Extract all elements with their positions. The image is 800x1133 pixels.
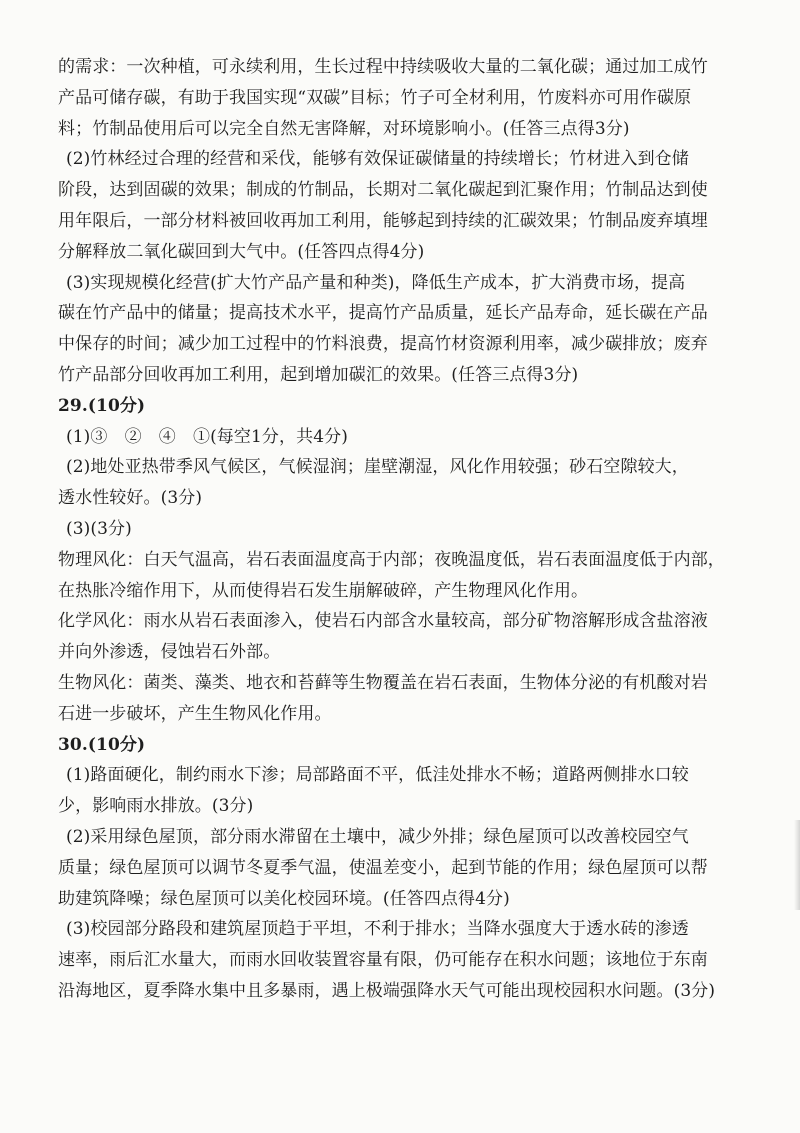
text-line: 助建筑降噪；绿色屋顶可以美化校园环境。(任答四点得4分) — [58, 888, 510, 909]
text-line: 的需求：一次种植，可永续利用，生长过程中持续吸收大量的二氧化碳；通过加工成竹 — [58, 57, 708, 77]
text-line: 生物风化：菌类、藻类、地衣和苔藓等生物覆盖在岩石表面，生物体分泌的有机酸对岩 — [58, 672, 708, 693]
text-line: 在热胀冷缩作用下，从而使得岩石发生崩解破碎，产生物理风化作用。 — [58, 580, 589, 601]
text-line: 速率，雨后汇水量大，而雨水回收装置容量有限，仍可能存在积水问题；该地位于东南 — [58, 950, 708, 971]
text-line: 用年限后，一部分材料被回收再加工利用，能够起到持续的汇碳效果；竹制品废弃填埋 — [58, 210, 708, 231]
text-line: 竹产品部分回收再加工利用，起到增加碳汇的效果。(任答三点得3分) — [58, 364, 579, 385]
text-line: (3)实现规模化经营(扩大竹产品产量和种类)，降低生产成本，扩大消费市场，提高 — [66, 272, 686, 293]
question-heading: 29.(10分) — [58, 395, 146, 416]
text-line: 阶段，达到固碳的效果；制成的竹制品，长期对二氧化碳起到汇聚作用；竹制品达到使 — [58, 180, 708, 201]
text-line: 产品可储存碳，有助于我国实现“双碳”目标；竹子可全材利用，竹废料亦可用作碳原 — [58, 87, 692, 108]
text-line: 料；竹制品使用后可以完全自然无害降解，对环境影响小。(任答三点得3分) — [58, 118, 630, 139]
text-line: 并向外渗透，侵蚀岩石外部。 — [58, 642, 281, 663]
page-edge-shadow — [794, 820, 800, 910]
text-line: (3)校园部分路段和建筑屋顶趋于平坦，不利于排水；当降水强度大于透水砖的渗透 — [66, 919, 689, 940]
text-line: (2)采用绿色屋顶，部分雨水滞留在土壤中，减少外排；绿色屋顶可以改善校园空气 — [66, 826, 689, 847]
text-line: 中保存的时间；减少加工过程中的竹料浪费，提高竹材资源利用率，减少碳排放；废弃 — [58, 334, 708, 355]
text-line: 透水性较好。(3分) — [58, 488, 203, 509]
text-line: 碳在竹产品中的储量；提高技术水平，提高竹产品质量，延长产品寿命，延长碳在产品 — [58, 303, 708, 324]
text-line: 质量；绿色屋顶可以调节冬夏季气温，使温差变小，起到节能的作用；绿色屋顶可以帮 — [58, 857, 708, 878]
text-line: 化学风化：雨水从岩石表面渗入，使岩石内部含水量较高，部分矿物溶解形成含盐溶液 — [58, 611, 708, 632]
text-line: 少，影响雨水排放。(3分) — [58, 796, 254, 817]
text-line: (2)地处亚热带季风气候区，气候湿润；崖壁潮湿，风化作用较强；砂石空隙较大， — [66, 457, 689, 478]
text-line: 物理风化：白天气温高，岩石表面温度高于内部；夜晚温度低，岩石表面温度低于内部， — [58, 549, 725, 570]
text-line: 沿海地区，夏季降水集中且多暴雨，遇上极端强降水天气可能出现校园积水问题。(3分) — [58, 980, 716, 1001]
text-line: 分解释放二氧化碳回到大气中。(任答四点得4分) — [58, 241, 425, 262]
text-line: (2)竹林经过合理的经营和采伐，能够有效保证碳储量的持续增长；竹材进入到仓储 — [66, 149, 689, 170]
text-line: (1)路面硬化，制约雨水下渗；局部路面不平，低洼处排水不畅；道路两侧排水口较 — [66, 765, 689, 786]
text-line: (1)③ ② ④ ①(每空1分，共4分) — [66, 426, 348, 447]
text-line: (3)(3分) — [66, 518, 132, 539]
question-heading: 30.(10分) — [58, 734, 146, 755]
text-line: 石进一步破坏，产生生物风化作用。 — [58, 703, 332, 724]
